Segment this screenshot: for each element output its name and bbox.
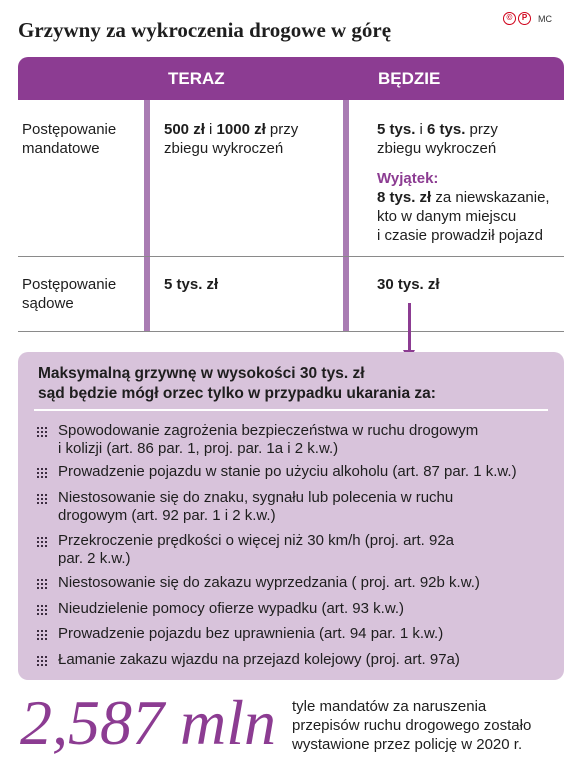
- grid-dots-icon: [36, 493, 48, 505]
- table-header: [18, 57, 564, 100]
- brand-marks: [503, 12, 552, 25]
- row-divider: [18, 331, 564, 332]
- list-item: Prowadzenie pojazdu w stanie po użyciu alkoholu (art. 87 par. 1 k.w.): [36, 463, 546, 481]
- offences-divider: [34, 409, 548, 411]
- exception-label: Wyjątek:: [377, 170, 439, 187]
- list-item: Niestosowanie się do zakazu wyprzedzania ( proj. art. 92b k.w.): [36, 574, 546, 592]
- stat-description: tyle mandatów za naruszenia przepisów ruchu drogowego zostało wystawione przez policję w 2020 r.: [292, 698, 532, 753]
- row-label-court: Postępowanie sądowe: [22, 276, 117, 312]
- column-header-now: TERAZ: [168, 69, 225, 88]
- copyright-icon: ©: [503, 12, 516, 25]
- row-label-mandate: Postępowanie mandatowe: [22, 121, 117, 157]
- grid-dots-icon: [36, 578, 48, 590]
- exception-note: Wyjątek: 8 tys. zł za niewskazanie, kto w danym miejscu i czasie prowadził pojazd: [377, 170, 550, 244]
- grid-dots-icon: [36, 536, 48, 548]
- cell-court-now: 5 tys. zł: [164, 276, 219, 293]
- list-item: Prowadzenie pojazdu bez uprawnienia (art. 94 par. 1 k.w.): [36, 625, 546, 643]
- grid-dots-icon: [36, 426, 48, 438]
- list-item: Niestosowanie się do znaku, sygnału lub polecenia w ruchu drogowym (art. 92 par. 1 i 2 k.w.): [36, 489, 546, 525]
- arrow-down-icon: [408, 303, 411, 351]
- cell-mandate-now: 500 zł i 1000 zł przy zbiegu wykroczeń: [164, 121, 299, 157]
- grid-dots-icon: [36, 604, 48, 616]
- column-divider: [343, 100, 349, 331]
- grid-dots-icon: [36, 629, 48, 641]
- grid-dots-icon: [36, 655, 48, 667]
- row-divider: [18, 256, 564, 257]
- list-item: Łamanie zakazu wjazdu na przejazd kolejowy (proj. art. 97a): [36, 651, 546, 669]
- offences-heading: Maksymalną grzywnę w wysokości 30 tys. zł sąd będzie mógł orzec tylko w przypadku ukarania za:: [38, 365, 436, 402]
- list-item: Przekroczenie prędkości o więcej niż 30 km/h (proj. art. 92a par. 2 k.w.): [36, 532, 546, 568]
- registered-p-icon: P: [518, 12, 531, 25]
- column-divider: [144, 100, 150, 331]
- grid-dots-icon: [36, 467, 48, 479]
- list-item: Spowodowanie zagrożenia bezpieczeństwa w ruchu drogowym i kolizji (art. 86 par. 1, proj. par. 1a i 2 k.w.): [36, 422, 546, 458]
- stat-value: 2,587 mln: [20, 687, 276, 758]
- page-title: Grzywny za wykroczenia drogowe w górę: [18, 18, 392, 42]
- list-item: Nieudzielenie pomocy ofierze wypadku (art. 93 k.w.): [36, 600, 546, 618]
- column-header-future: BĘDZIE: [378, 69, 441, 88]
- cell-court-future: 30 tys. zł: [377, 276, 440, 293]
- cell-mandate-future: 5 tys. i 6 tys. przy zbiegu wykroczeń: [377, 121, 498, 157]
- author-initials: MC: [538, 13, 552, 24]
